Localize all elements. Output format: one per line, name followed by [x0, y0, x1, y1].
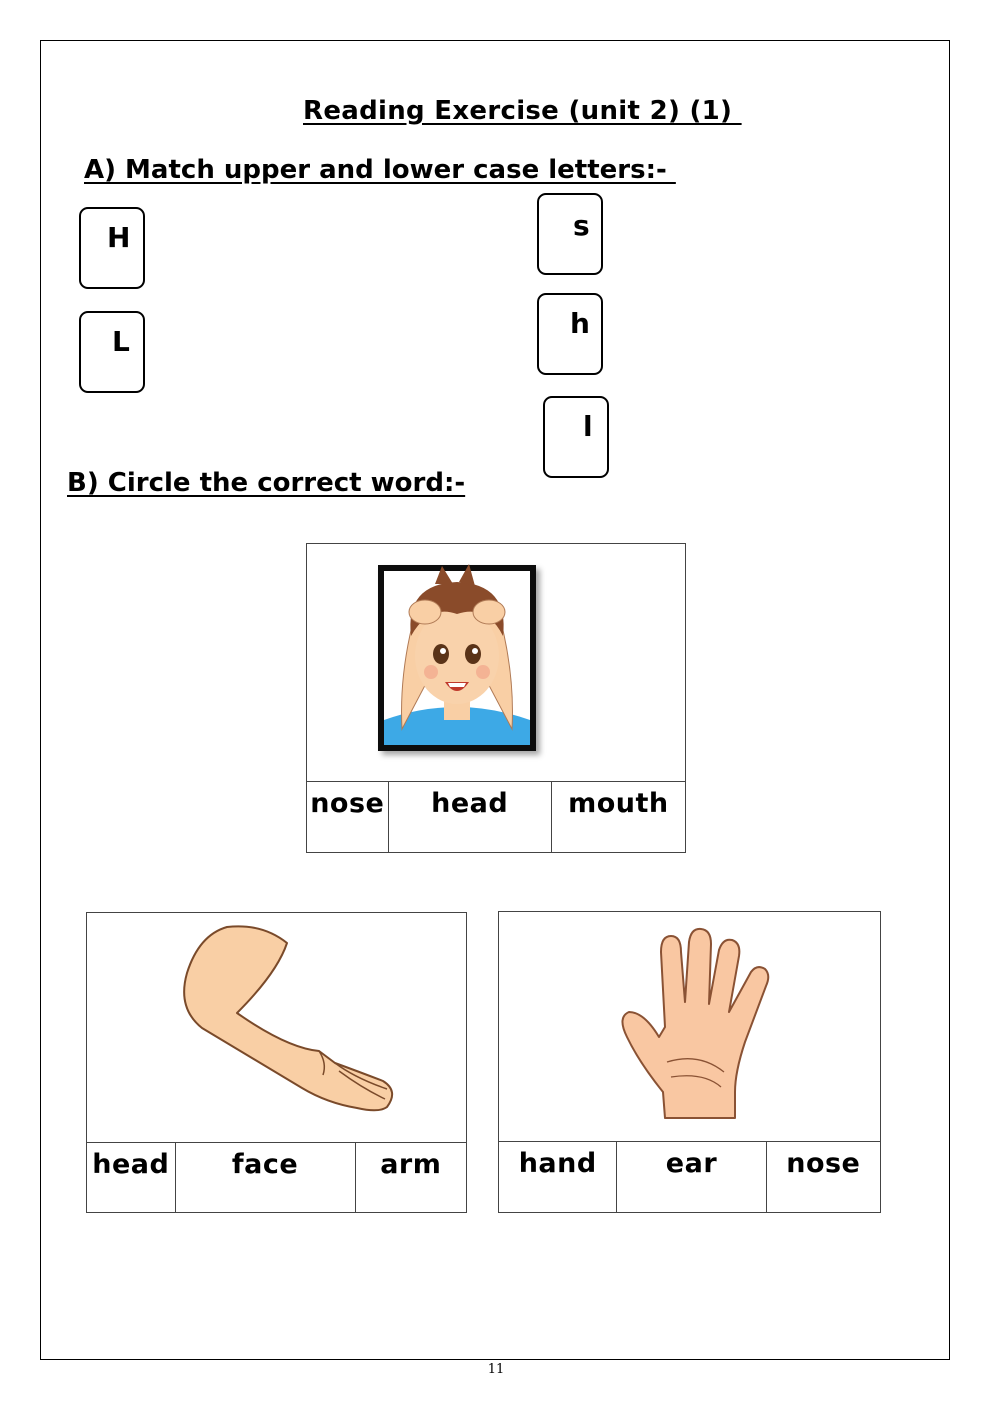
word-card-head	[306, 543, 686, 853]
word-option[interactable]: ear	[617, 1142, 766, 1212]
word-option[interactable]: face	[176, 1143, 356, 1212]
lower-letter: s	[573, 209, 590, 242]
upper-letter-box-l[interactable]	[79, 311, 145, 393]
lower-letter: h	[570, 307, 590, 340]
arm-icon	[87, 913, 468, 1145]
page-title: Reading Exercise (unit 2) (1)	[303, 96, 742, 126]
upper-letter-box-h[interactable]	[79, 207, 145, 289]
word-option[interactable]: arm	[380, 1149, 442, 1180]
word-option[interactable]: mouth	[568, 788, 669, 819]
lower-letter: l	[583, 410, 593, 443]
word-option[interactable]: head	[87, 1143, 176, 1212]
page-number: 11	[487, 1362, 505, 1377]
lower-letter-box-s[interactable]	[537, 193, 603, 275]
word-option[interactable]: nose	[307, 782, 389, 852]
word-card-hand	[498, 911, 881, 1213]
word-option[interactable]: head	[389, 782, 552, 852]
word-option[interactable]: hand	[499, 1142, 617, 1212]
word-card-arm	[86, 912, 467, 1213]
hand-icon	[499, 912, 882, 1144]
upper-letter: L	[112, 325, 130, 358]
lower-letter-box-l[interactable]	[543, 396, 609, 478]
lower-letter-box-h[interactable]	[537, 293, 603, 375]
upper-letter: H	[107, 221, 131, 254]
boy-holding-head-icon	[307, 544, 687, 784]
section-b-heading: B) Circle the correct word:-	[67, 468, 466, 498]
word-option[interactable]: nose	[786, 1148, 861, 1179]
section-a-heading: A) Match upper and lower case letters:-	[84, 155, 676, 185]
